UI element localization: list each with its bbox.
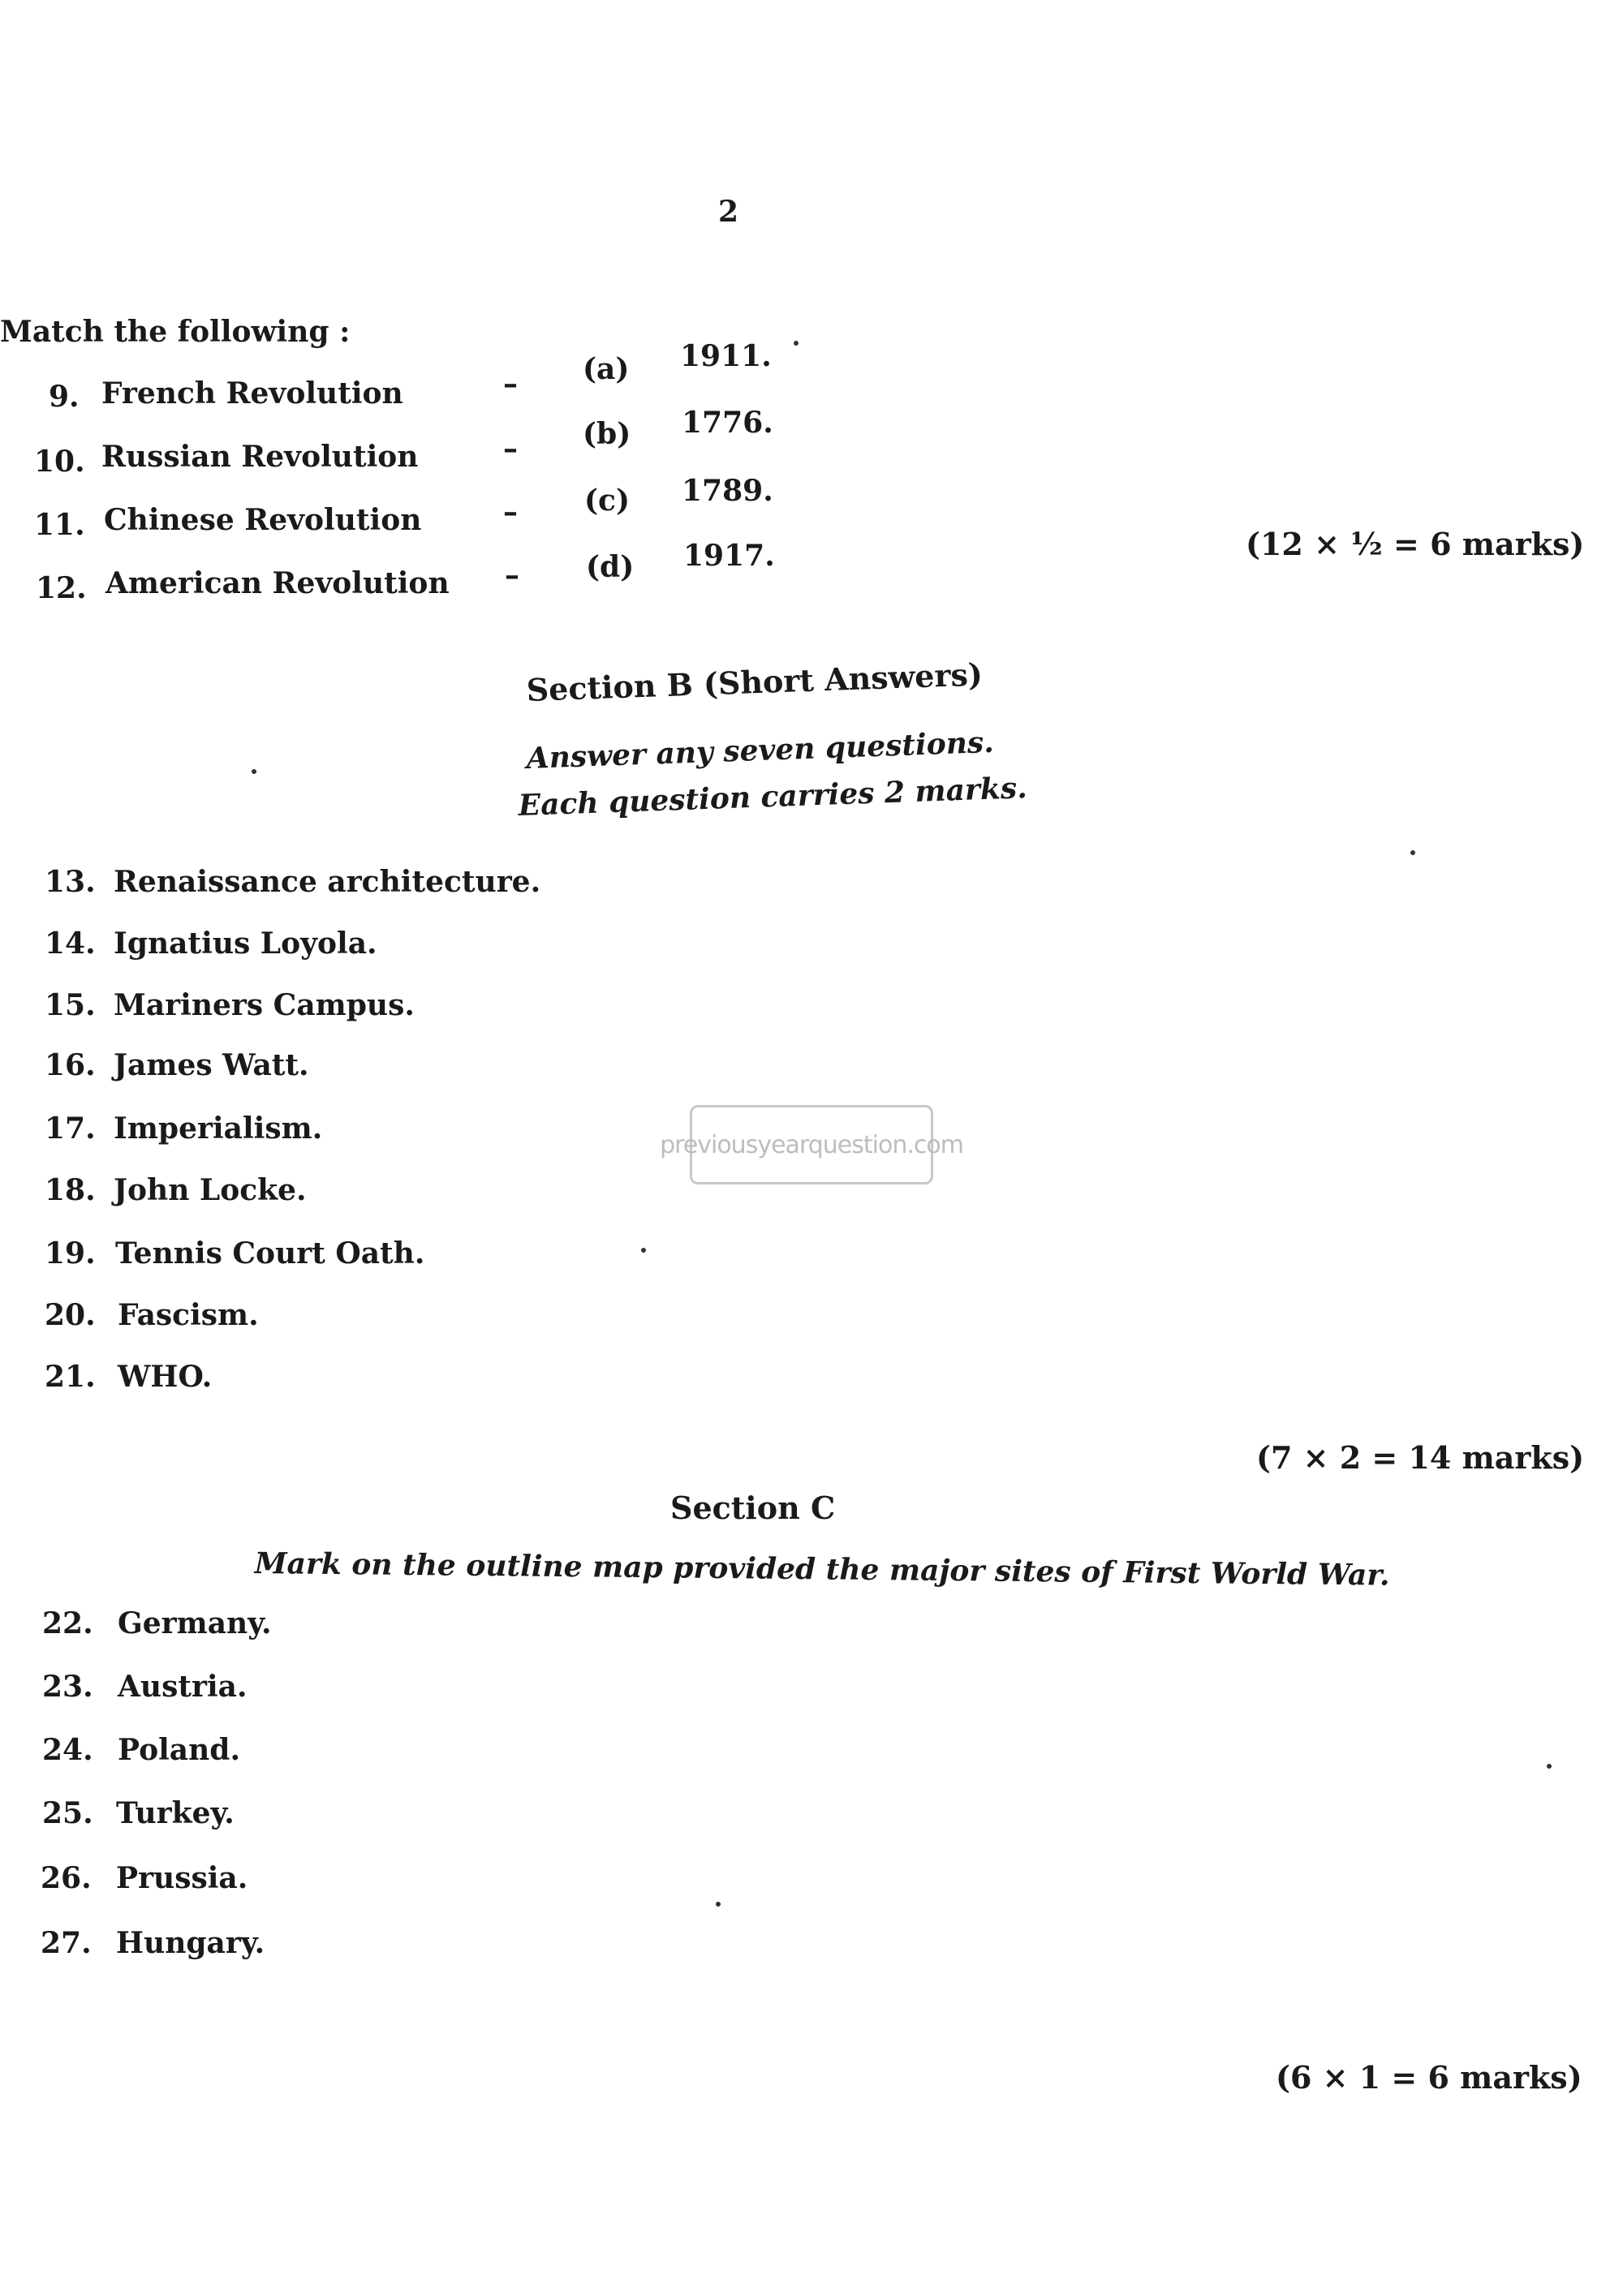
question-text: Prussia. [116, 1861, 248, 1895]
match-item-text: Chinese Revolution [104, 503, 422, 537]
option-letter: (a) [583, 352, 630, 386]
question-number: 16. [45, 1048, 96, 1082]
question-text: James Watt. [114, 1048, 309, 1082]
scan-speck [1547, 1764, 1552, 1769]
scan-speck [1410, 850, 1415, 855]
scan-speck [716, 1902, 721, 1907]
option-letter: (b) [583, 417, 631, 451]
match-dash: – [503, 432, 518, 466]
question-text: Poland. [118, 1733, 240, 1767]
question-text: Turkey. [116, 1796, 235, 1830]
option-letter: (c) [584, 484, 630, 518]
question-number: 25. [42, 1796, 93, 1830]
question-text: Hungary. [116, 1926, 265, 1960]
match-item-text: French Revolution [101, 376, 403, 411]
question-text: Imperialism. [114, 1111, 323, 1146]
scan-speck [794, 341, 799, 346]
option-year: 1917. [683, 539, 775, 573]
option-year: 1911. [680, 339, 772, 373]
section-c-title: Section C [670, 1490, 836, 1526]
match-dash: – [503, 367, 518, 401]
question-text: Fascism. [118, 1298, 259, 1332]
option-year: 1789. [682, 474, 773, 508]
question-number: 19. [45, 1236, 96, 1271]
watermark: previousyearquestion.com [690, 1105, 933, 1185]
question-number: 14. [45, 927, 96, 961]
match-heading: Match the following : [0, 315, 351, 349]
section-b-marks: (7 × 2 = 14 marks) [1256, 1439, 1585, 1476]
option-letter: (d) [586, 550, 635, 584]
question-number: 23. [42, 1670, 93, 1704]
match-item-number: 12. [36, 571, 87, 605]
question-number: 24. [42, 1733, 93, 1767]
question-number: 13. [45, 865, 96, 899]
match-item-number: 11. [34, 508, 85, 542]
section-b-instruction: Answer any seven questions. [526, 724, 995, 776]
question-number: 17. [45, 1111, 96, 1146]
question-number: 18. [45, 1173, 96, 1207]
question-number: 20. [45, 1298, 96, 1332]
match-item-text: Russian Revolution [101, 440, 419, 474]
section-a-marks: (12 × ½ = 6 marks) [1246, 526, 1585, 562]
section-b-title: Section B (Short Answers) [526, 656, 984, 708]
scan-speck [641, 1248, 646, 1253]
question-text: Renaissance architecture. [114, 865, 541, 899]
question-text: Mariners Campus. [114, 988, 415, 1022]
question-text: WHO. [118, 1360, 213, 1394]
question-text: Ignatius Loyola. [114, 927, 377, 961]
question-number: 27. [41, 1926, 92, 1960]
match-dash: – [505, 558, 519, 592]
section-c-marks: (6 × 1 = 6 marks) [1276, 2059, 1582, 2096]
scan-speck [252, 769, 256, 774]
question-text: Germany. [118, 1606, 272, 1640]
question-text: Austria. [118, 1670, 248, 1704]
section-c-instruction: Mark on the outline map provided the major sites of First World War. [254, 1546, 1390, 1593]
match-item-number: 10. [34, 445, 85, 479]
question-text: John Locke. [114, 1173, 307, 1207]
match-item-number: 9. [49, 380, 80, 414]
option-year: 1776. [682, 406, 773, 440]
page-number: 2 [718, 195, 739, 229]
question-number: 26. [41, 1861, 92, 1895]
match-item-text: American Revolution [105, 566, 450, 600]
question-text: Tennis Court Oath. [115, 1236, 425, 1271]
question-number: 21. [45, 1360, 96, 1394]
question-number: 15. [45, 988, 96, 1022]
match-dash: – [503, 495, 518, 529]
question-number: 22. [42, 1606, 93, 1640]
section-b-instruction: Each question carries 2 marks. [518, 771, 1028, 823]
